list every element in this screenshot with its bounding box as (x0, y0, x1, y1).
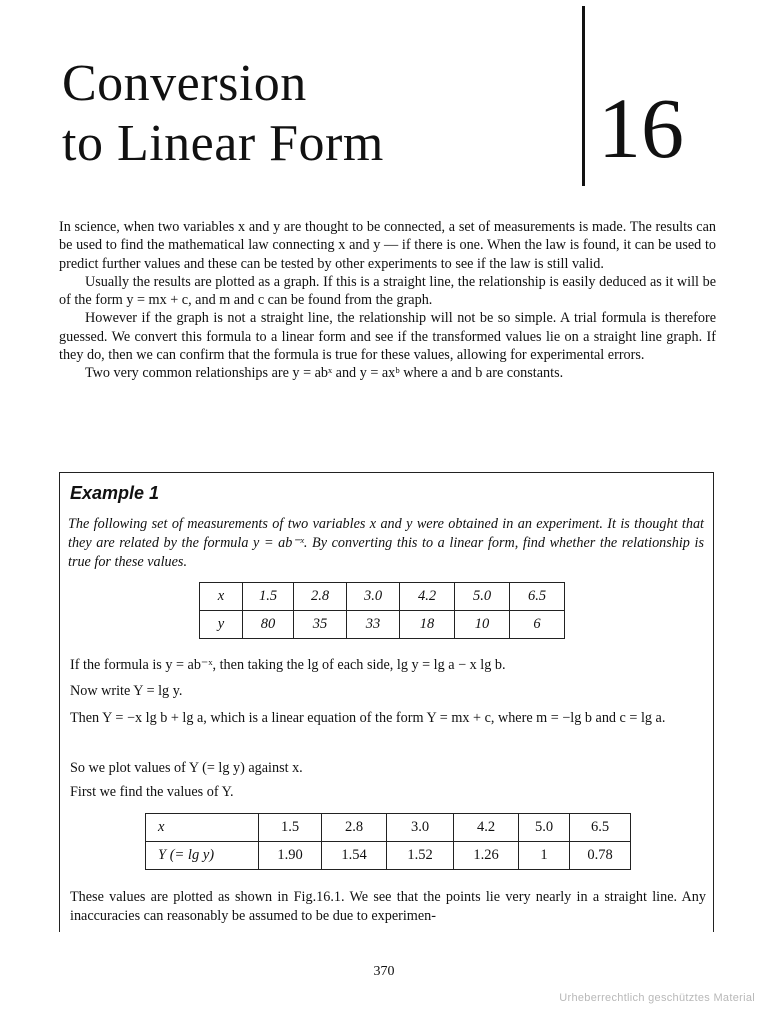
transformed-values-table (145, 813, 631, 870)
measurements-table (199, 582, 565, 639)
table-cell: 6 (510, 611, 565, 639)
intro-paragraph-4: Two very common relationships are y = abˣ and y = axᵇ where a and b are constants. (85, 365, 564, 382)
table-cell: 0.78 (570, 842, 631, 870)
table-cell: 3.0 (387, 814, 454, 842)
chapter-divider (582, 6, 585, 186)
table-cell: 1.26 (454, 842, 519, 870)
example-text-line-2: Now write Y = lg y. (70, 683, 183, 699)
table-cell: 80 (243, 611, 294, 639)
row-label: x (146, 814, 259, 842)
table-cell: 1.90 (259, 842, 322, 870)
table-cell: 1.52 (387, 842, 454, 870)
example-statement: The following set of measurements of two variables x and y were obtained in an experiment. It is thought that they are related by the formula y = ab⁻ˣ. By converting this to a linear form, find whether the relationship is true for these values. (68, 516, 704, 570)
example-text-line-1: If the formula is y = ab⁻ˣ, then taking the lg of each side, lg y = lg a − x lg b. (70, 657, 506, 673)
table-row (200, 583, 565, 611)
example-text-line-6: These values are plotted as shown in Fig.16.1. We see that the points lie very nearly in a straight line. Any inaccuracies can reasonably be assumed to be due to experimen- (70, 889, 706, 924)
chapter-number: 16 (598, 80, 684, 176)
example-text-line-4: So we plot values of Y (= lg y) against x. (70, 760, 303, 776)
table-cell: 10 (455, 611, 510, 639)
chapter-title-line1: Conversion (62, 55, 307, 112)
table-cell: 4.2 (400, 583, 455, 611)
table-cell: 33 (347, 611, 400, 639)
table-cell: 5.0 (455, 583, 510, 611)
table-cell: 4.2 (454, 814, 519, 842)
chapter-title-line2: to Linear Form (62, 115, 384, 172)
table-cell: 2.8 (322, 814, 387, 842)
table-cell: 18 (400, 611, 455, 639)
table-cell: 6.5 (510, 583, 565, 611)
table-row (200, 611, 565, 639)
table-row (146, 842, 631, 870)
example-text-line-5: First we find the values of Y. (70, 784, 234, 800)
row-label: Y (= lg y) (146, 842, 259, 870)
table-cell: 1.54 (322, 842, 387, 870)
table-cell: 1.5 (259, 814, 322, 842)
intro-paragraph-2: Usually the results are plotted as a graph. If this is a straight line, the relationship is easily deduced as it will be of the form y = mx + c, and m and c can be found from the graph. (59, 273, 716, 309)
table-cell: 1 (519, 842, 570, 870)
table-cell: 2.8 (294, 583, 347, 611)
table-cell: 3.0 (347, 583, 400, 611)
watermark: Urheberrechtlich geschütztes Material (559, 992, 755, 1004)
table-cell: 6.5 (570, 814, 631, 842)
example-heading: Example 1 (70, 483, 160, 503)
page-number: 370 (373, 964, 395, 979)
table-cell: 5.0 (519, 814, 570, 842)
row-label: y (200, 611, 243, 639)
intro-paragraph-3: However if the graph is not a straight line, the relationship will not be so simple. A trial formula is therefore guessed. We convert this formula to a linear form and see if the transformed values lie on a straight line graph. If they do, then we can confirm that the formula is true for these values, allowing for experimental errors. (59, 310, 716, 364)
intro-paragraph-1: In science, when two variables x and y are thought to be connected, a set of measurements is made. The results can be used to find the mathematical law connecting x and y — if there is one. When the law is found, it can be used to predict further values and these can be tested by other experiments to see if the law is still valid. (59, 219, 716, 272)
row-label: x (200, 583, 243, 611)
example-text-line-3: Then Y = −x lg b + lg a, which is a linear equation of the form Y = mx + c, where m = −lg b and c = lg a. (70, 710, 666, 726)
table-cell: 35 (294, 611, 347, 639)
intro-text (59, 218, 716, 383)
chapter-title (62, 54, 384, 174)
table-row (146, 814, 631, 842)
table-cell: 1.5 (243, 583, 294, 611)
example-box (59, 472, 714, 932)
